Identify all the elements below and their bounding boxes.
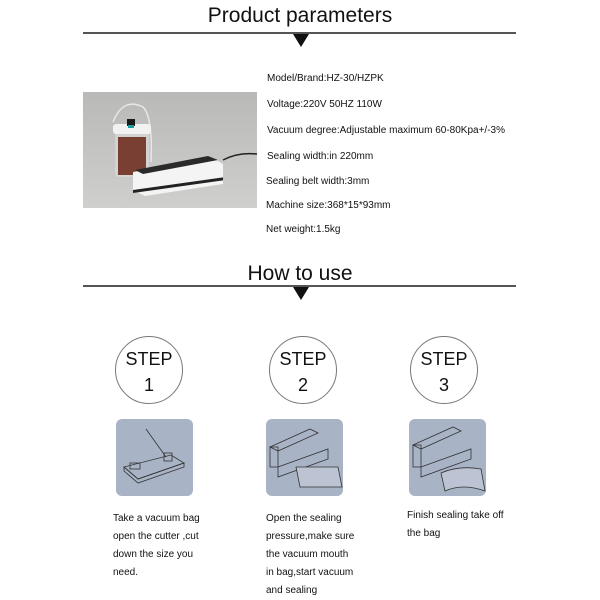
spec-net-weight: Net weight:1.5kg (266, 224, 341, 235)
step-number: 3 (438, 375, 449, 395)
step-2-illustration (266, 419, 343, 496)
step-label: STEP (279, 349, 327, 369)
spec-voltage: Voltage:220V 50HZ 110W (267, 99, 382, 110)
step-number: 2 (297, 375, 308, 395)
step-3-badge (410, 336, 478, 404)
step-1-illustration (116, 419, 193, 496)
spec-sealing-width: Sealing width:in 220mm (267, 151, 374, 162)
step-label: STEP (420, 349, 468, 369)
step-1-description: Take a vacuum bag open the cutter ,cut down the size you need. (113, 513, 200, 578)
spec-model: Model/Brand:HZ-30/HZPK (267, 73, 384, 84)
step-2-description: Open the sealing pressure,make sure the vacuum mouth in bag,start vacuum and sealing (266, 513, 355, 596)
spec-vacuum-degree: Vacuum degree:Adjustable maximum 60-80Kpa+/-3% (267, 125, 505, 136)
how-to-use-title: How to use (247, 262, 353, 285)
step-2-badge (269, 336, 337, 404)
step-1-badge (115, 336, 183, 404)
down-arrow-icon (293, 287, 309, 300)
product-photo (83, 92, 257, 208)
down-arrow-icon (293, 34, 309, 47)
step-label: STEP (125, 349, 173, 369)
spec-belt-width: Sealing belt width:3mm (266, 176, 370, 187)
product-parameters-title: Product parameters (207, 4, 393, 27)
spec-machine-size: Machine size:368*15*93mm (266, 200, 391, 211)
step-3-description: Finish sealing take off the bag (407, 510, 504, 539)
step-number: 1 (143, 375, 154, 395)
step-3-illustration (409, 419, 486, 496)
